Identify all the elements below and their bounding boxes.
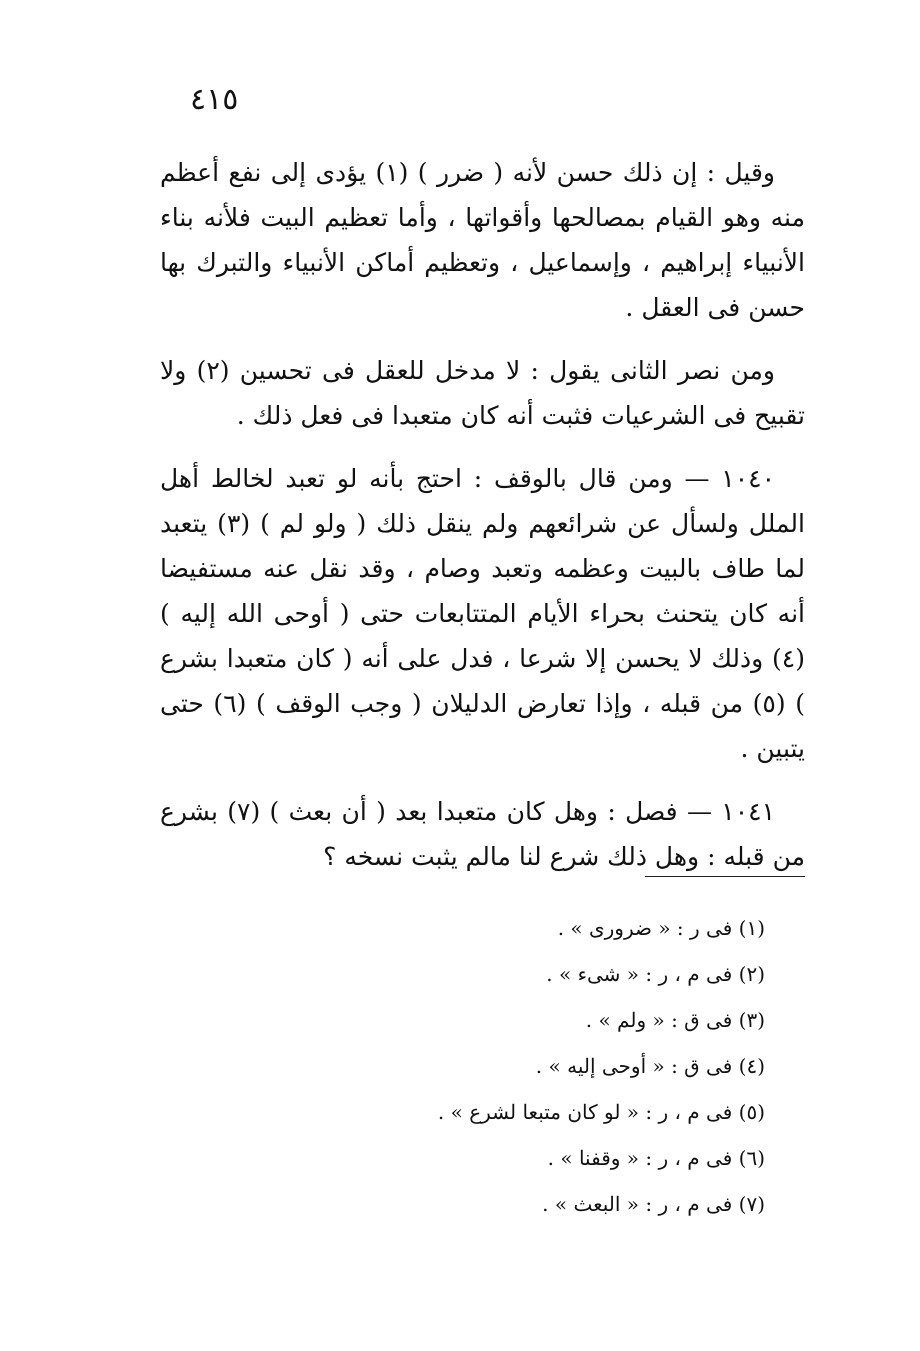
paragraph: ١٠٤٠ — ومن قال بالوقف : احتج بأنه لو تعبد لخالط أهل الملل ولسأل عن شرائعهم ولم ينقل ذلك ( ولو لم ) (٣) يتعبد لما طاف بالبيت وعظمه وتعبد وصام ، وقد نقل عنه مستفيضا أنه كان يتحنث بحراء الأيام المتتابعات حتى ( أوحى الله إليه ) (٤) وذلك لا يحسن إلا شرعا ، فدل على أنه ( كان متعبدا بشرع ) (٥) من قبله ، وإذا تعارض الدليلان ( وجب الوقف ) (٦) حتى يتبين . [160,464,805,763]
paragraph: ومن نصر الثانى يقول : لا مدخل للعقل فى تحسين (٢) ولا تقبيح فى الشرعيات فثبت أنه كان متعبدا فى فعل ذلك . [160,356,805,430]
footnote: (٥) فى م ، ر : « لو كان متبعا لشرع » . [437,1100,765,1124]
paragraph: ١٠٤١ — فصل : وهل كان متعبدا بعد ( أن بعث ) (٧) بشرع من قبله : وهل ذلك شرع لنا مالم يثبت نسخه ؟ [160,797,805,871]
footnotes-list [380,905,765,1227]
footnote: (٦) فى م ، ر : « وقفنا » . [547,1146,765,1170]
footnote: (٤) فى ق : « أوحى إليه » . [535,1054,765,1078]
main-text [160,150,805,897]
footnote: (٧) فى م ، ر : « البعث » . [542,1192,765,1216]
footnote-separator [645,876,805,877]
footnote: (٣) فى ق : « ولم » . [585,1008,765,1032]
footnote: (٢) فى م ، ر : « شىء » . [546,962,765,986]
page-number: ٤١٥ [190,82,239,117]
footnote: (١) فى ر : « ضرورى » . [557,916,765,940]
paragraph: وقيل : إن ذلك حسن لأنه ( ضرر ) (١) يؤدى إلى نفع أعظم منه وهو القيام بمصالحها وأقواتها ، وأما تعظيم البيت فلأنه بناء الأنبياء إبراهيم ، وإسماعيل ، وتعظيم أماكن الأنبياء والتبرك بها حسن فى العقل . [160,158,805,322]
